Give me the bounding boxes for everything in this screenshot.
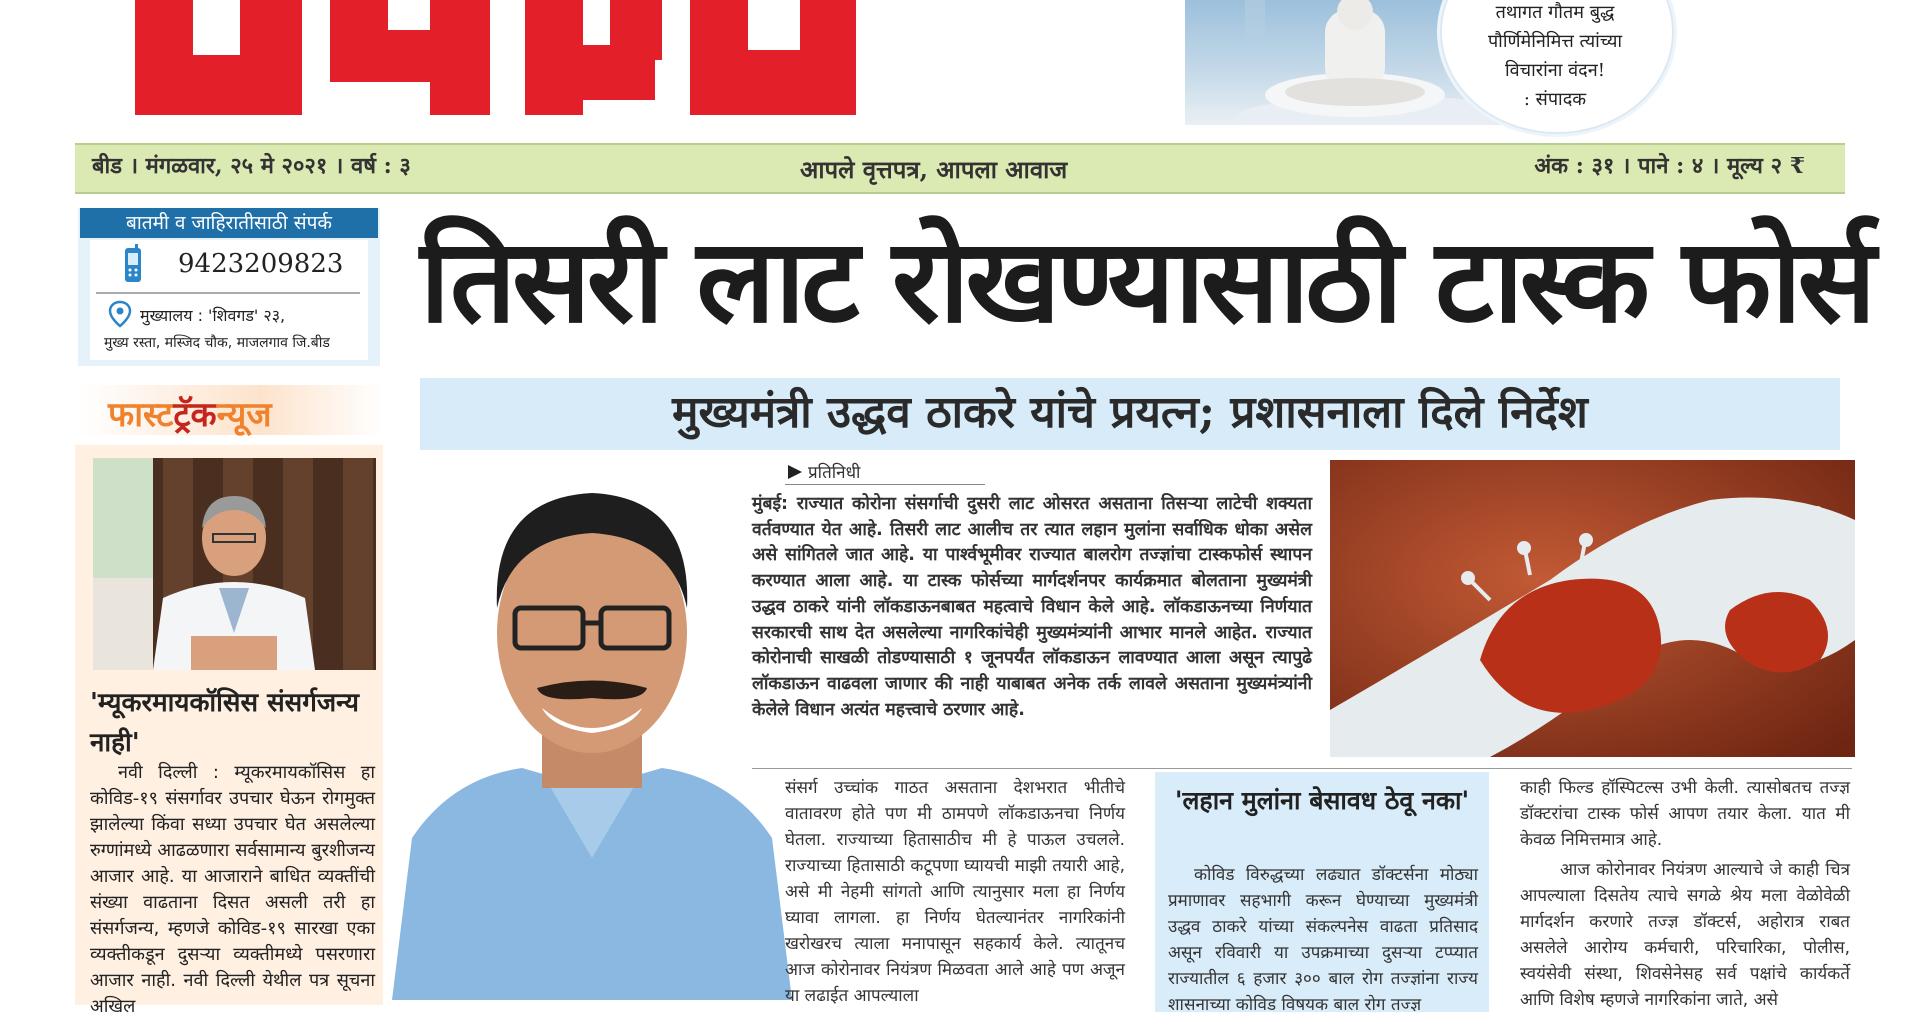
contact-phone: 9423209823 <box>178 249 344 279</box>
issue-date: बीड । मंगळवार, २५ मे २०२१ । वर्ष : ३ <box>92 153 411 179</box>
story-paragraph: काही फिल्ड हॉस्पिटल्स उभी केली. त्यासोबतच तज्ज्ञ डॉक्टरांचा टास्क फोर्स आपण तयार केला. यात मी केवळ निमित्तमात्र आहे. <box>1520 778 1850 850</box>
tagline: आपले वृत्तपत्र, आपला आवाज <box>800 155 1068 184</box>
side-story-paragraph: नवी दिल्ली : म्यूकरमायकॉसिस हा कोविड-१९ संसर्गावर उपचार घेऊन रोगमुक्त झालेल्या किंवा सध्या उपचार घेत असलेल्या रुग्णांमध्ये आढळणारा सर्वसामान्य बुरशीजन्य आजार आहे. या आजाराने बाधित व्यक्तींची संख्या वाढताना दिसत असली तरी हा संसर्गजन्य, म्हणजे कोविड-१९ सारखा एका व्यक्तीकडून दुसऱ्या व्यक्तीमध्ये पसरणारा आजार नाही. नवी दिल्ली येथील पत्र सूचना अखिल <box>90 762 375 1017</box>
phone-icon <box>122 244 144 284</box>
fasttrack-label-part: ट्रॅक <box>173 395 217 435</box>
chief-minister-photo <box>392 458 792 1000</box>
story-column-2 <box>785 775 1125 1009</box>
promo-line: पौर्णिमेनिमित्त त्यांच्या <box>1487 31 1623 52</box>
main-headline: तिसरी लाट रोखण्यासाठी टास्क फोर्स <box>420 214 1873 349</box>
lead-story-body: मुंबई: राज्यात कोरोना संसर्गाची दुसरी लाट ओसरत असताना तिसऱ्या लाटेची शक्यता वर्तवण्यात येत आहे. तिसरी लाट आलीच तर त्यात लहान मुलांना सर्वाधिक धोका असेल असे सांगितले जात आहे. या पार्श्वभूमीवर राज्यात बालरोग तज्ज्ञांचा टास्कफोर्स स्थापन करण्यात आला आहे. या टास्क फोर्सच्या मार्गदर्शनपर कार्यक्रमात बोलताना मुख्यमंत्री उद्धव ठाकरे यांनी लॉकडाऊनबाबत महत्वाचे विधान केले आहे. लॉकडाऊनच्या निर्णयात सरकारची साथ देत असलेल्या नागरिकांचेही मुख्यमंत्र्यांनी आभार मानले आहेत. राज्यात कोरोनाची साखळी तोडण्यासाठी १ जूनपर्यंत लॉकडाऊन लावण्यात आला असून त्यापुढे लॉकडाऊन वाढवला जाणार की नाही याबाबत अनेक तर्क लावले असताना मुख्यमंत्र्यांनी केलेले विधान अत्यंत महत्त्वाचे ठरणार आहे. <box>752 494 1312 720</box>
virus-illustration <box>1330 460 1855 757</box>
story-paragraph: आज कोरोनावर नियंत्रण आल्याचे जे काही चित्र आपल्याला दिसतेय त्याचे सगळे श्रेय मला वेळोवेळी मार्गदर्शन करणारे तज्ज्ञ डॉक्टर्स, अहोरात्र राबत असलेले आरोग्य कर्मचारी, परिचारिका, पोलीस, स्वयंसेवी संस्था, शिवसेनेसह सर्व पक्षांचे कार्यकर्ते आणि विशेष म्हणजे नागरिकांना जाते, असे <box>1520 860 1850 1010</box>
story-column-4 <box>1520 775 1850 1013</box>
fasttrack-label-part: न्यूज <box>216 395 272 435</box>
byline: प्रतिनिधी <box>808 463 861 483</box>
divider <box>96 292 360 294</box>
fasttrack-label-part: फास्ट <box>108 395 174 435</box>
boxed-story-body <box>1168 862 1478 1018</box>
fasttrack-label <box>108 390 272 436</box>
promo-line: तथागत गौतम बुद्ध <box>1495 2 1615 23</box>
doctor-photo <box>93 458 376 670</box>
promo-message <box>1455 0 1655 114</box>
story-paragraph: संसर्ग उच्चांक गाठत असताना देशभरात भीतीचे वातावरण होते पण मी ठामपणे लॉकडाऊनचा निर्णय घेतला. राज्याच्या हितासाठीच मी हे पाऊल उचलले. राज्याच्या हितासाठी कटूपणा घ्यायची माझी तयारी आहे, असे मी नेहमी सांगतो आणि त्यानुसार मला हा निर्णय घ्यावा लागला. हा निर्णय घेतल्यानंतर नागरिकांनी खरोखरच त्याला मनापासून सहकार्य केले. त्यातूनच आज कोरोनावर नियंत्रण मिळवता आले आहे पण अजून या लढाईत आपल्याला <box>785 778 1125 1006</box>
play-arrow-icon <box>786 464 804 484</box>
story-paragraph: कोविड विरुद्धच्या लढ्यात डॉक्टर्सना मोठ्या प्रमाणावर सहभागी करून घेण्याच्या मुख्यमंत्री उद्धव ठाकरे यांच्या संकल्पनेस वाढता प्रतिसाद असून रविवारी या उपक्रमाच्या दुसऱ्या टप्प्यात राज्यातील ६ हजार ३०० बाल रोग तज्ज्ञांना राज्य शासनाच्या कोविड विषयक बाल रोग तज्ज्ञ <box>1168 865 1478 1015</box>
address-line-2: मुख्य रस्ता, मस्जिद चौक, माजलगाव जि.बीड <box>104 335 330 351</box>
contact-title: बातमी व जाहिरातीसाठी संपर्क <box>80 208 378 238</box>
subheadline: मुख्यमंत्री उद्धव ठाकरे यांचे प्रयत्न; प्रशासनाला दिले निर्देश <box>672 387 1588 438</box>
side-story-headline: 'म्यूकरमायकॉसिस संसर्गजन्य नाही' <box>90 688 359 758</box>
location-pin-icon <box>108 300 132 328</box>
promo-line: : संपादक <box>1523 89 1587 110</box>
boxed-story-headline: 'लहान मुलांना बेसावध ठेवू नका' <box>1174 786 1470 815</box>
promo-line: विचारांना वंदन! <box>1505 60 1605 81</box>
side-story-body <box>90 760 375 1020</box>
address-line-1: मुख्यालय : 'शिवगड' २३, <box>140 306 286 325</box>
masthead-logo <box>130 0 860 120</box>
issue-number: अंक : ३१ । पाने : ४ । मूल्य २ ₹ <box>1534 153 1805 179</box>
divider <box>752 768 1852 769</box>
divider <box>785 484 985 485</box>
